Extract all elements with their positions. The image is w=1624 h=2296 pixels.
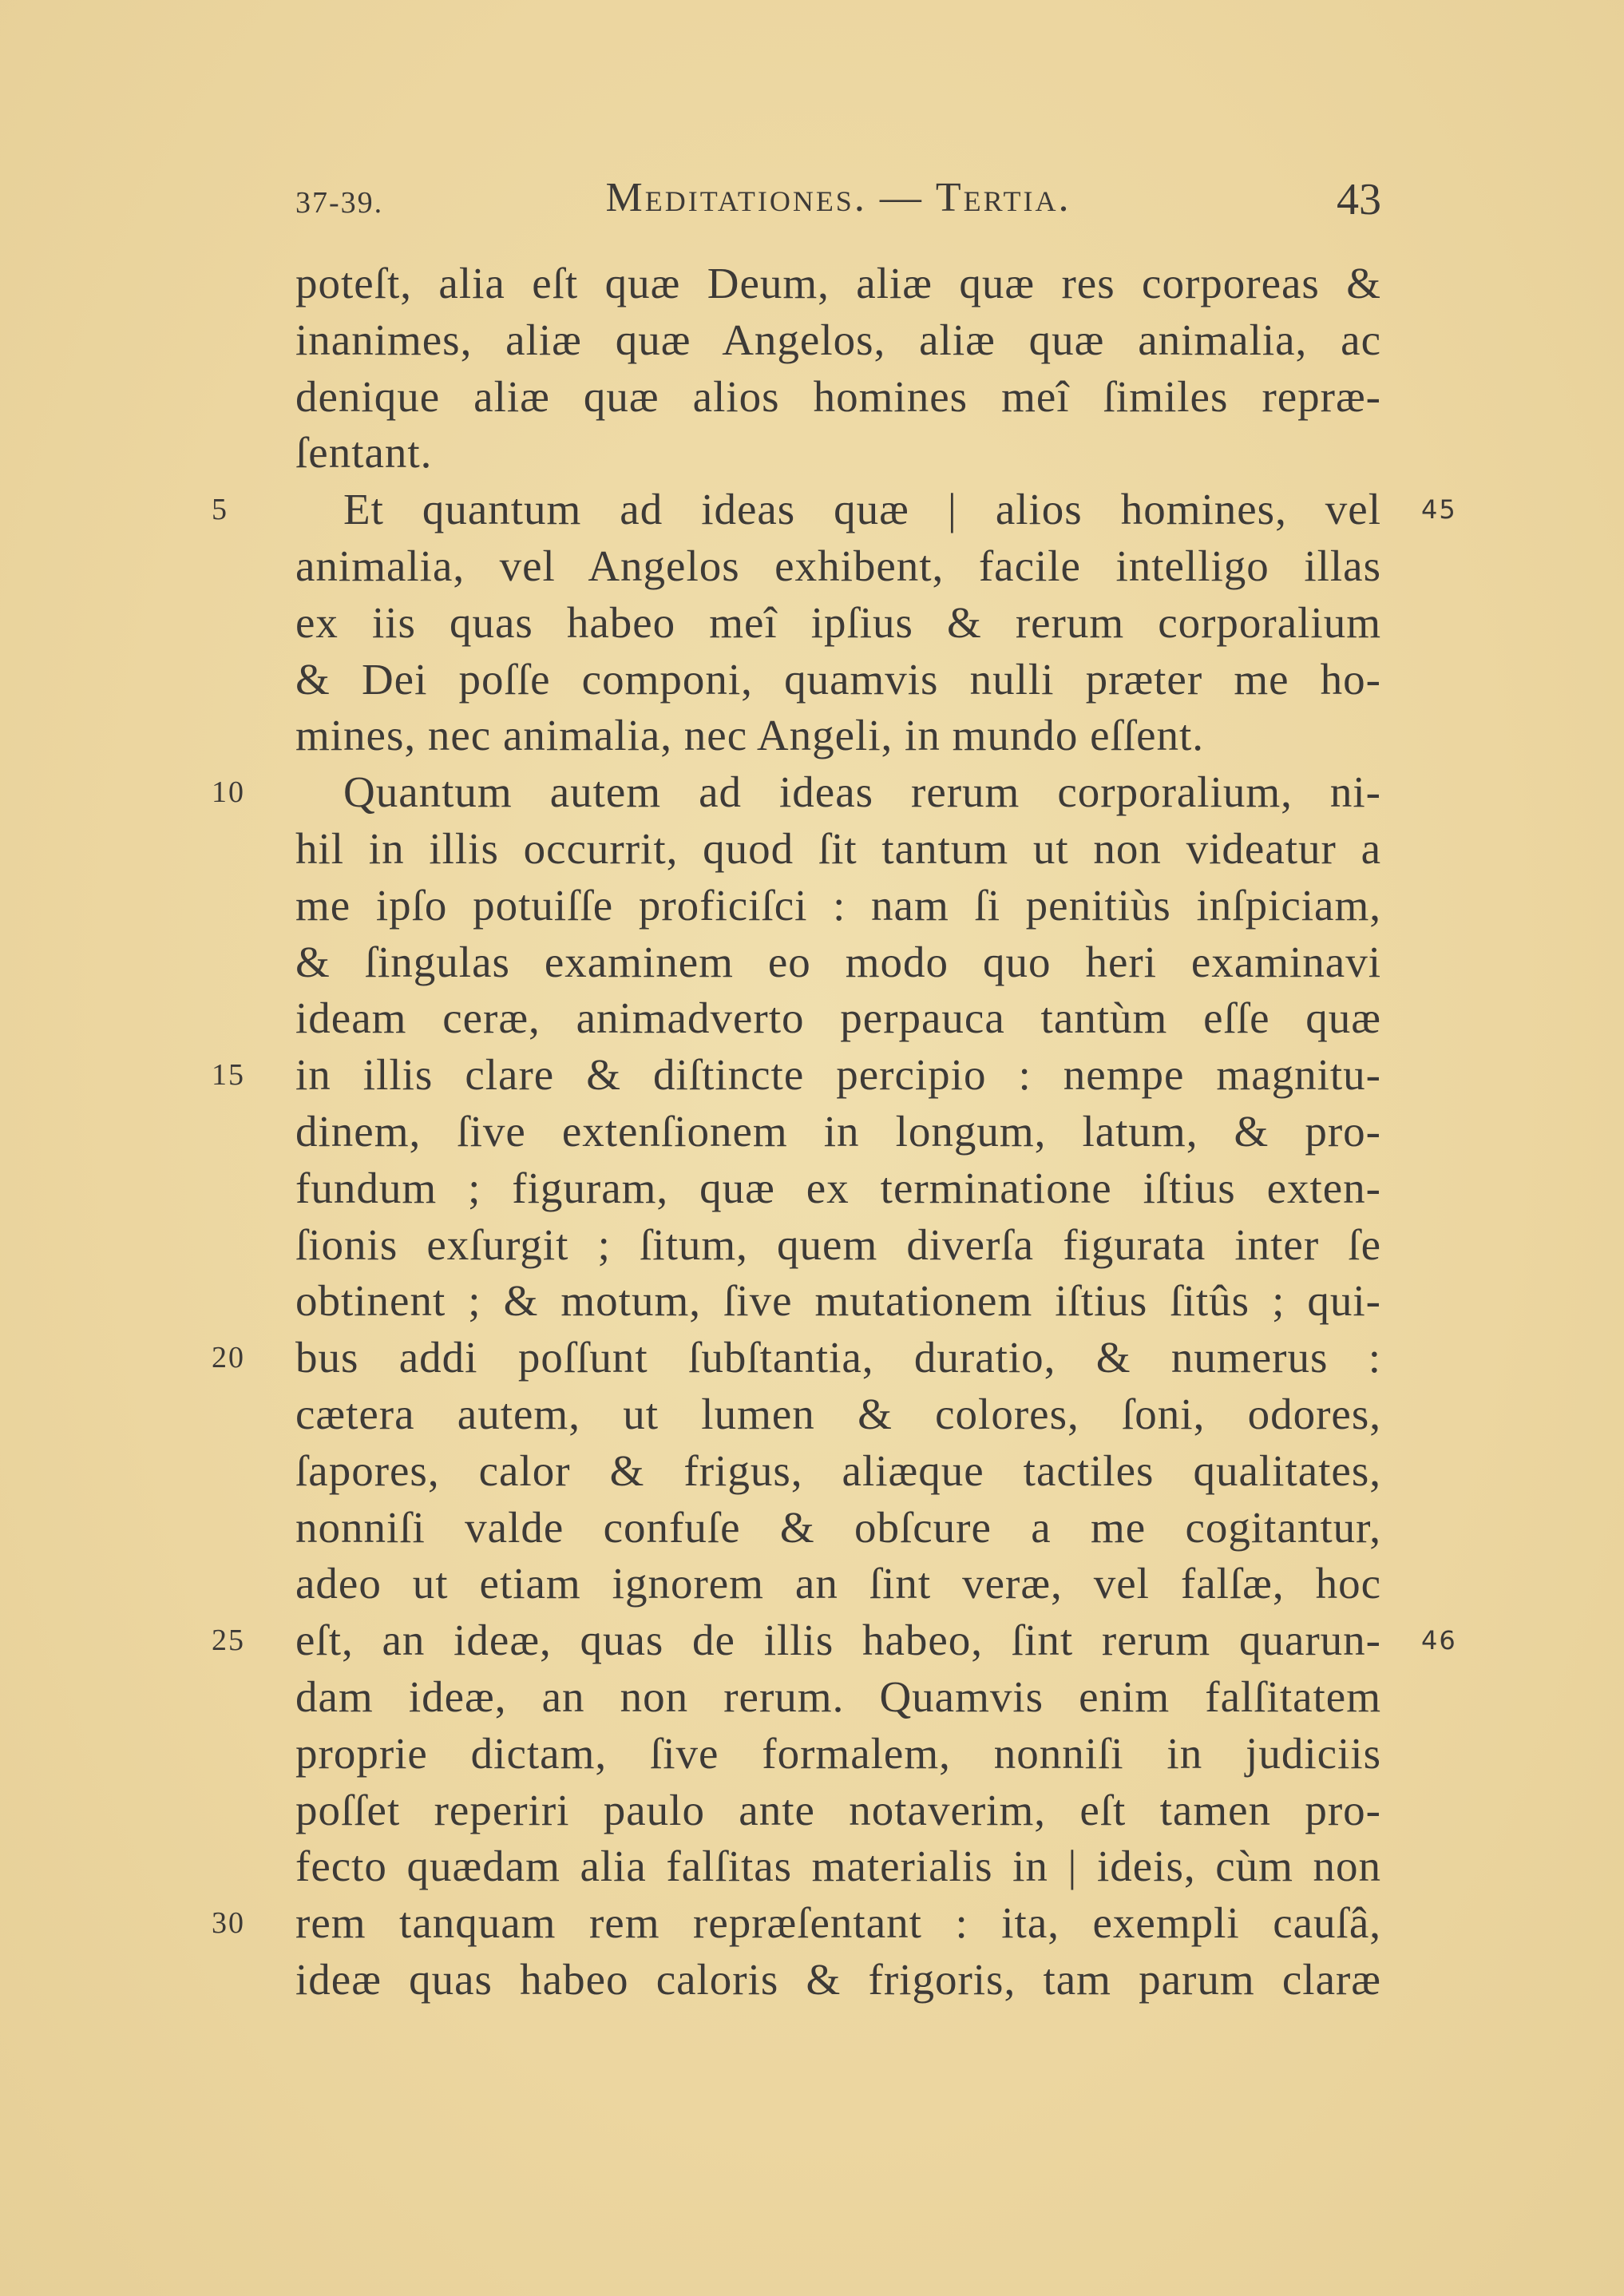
- line-number: 15: [212, 1058, 245, 1092]
- text-line: proprie dictam, ſive formalem, nonniſi in judiciis: [295, 1728, 1381, 1778]
- text-line: 5 Et quantum ad ideas quæ | alios homines, vel 45: [295, 482, 1381, 538]
- text-line: poſſet reperiri paulo ante notaverim, eſt tamen pro-: [295, 1785, 1381, 1834]
- line-number: 25: [212, 1624, 245, 1658]
- page-number: 43: [1337, 175, 1381, 224]
- body-text: [212, 256, 1457, 2009]
- edition-page-ref: 45: [1421, 494, 1457, 525]
- text-line: 15 in illis clare & diſtincte percipio : nempe magnitu-: [295, 1047, 1381, 1104]
- text-line: poteſt, alia eſt quæ Deum, aliæ quæ res corporeas &: [295, 259, 1381, 307]
- text-line: 30 rem tanquam rem repræſentant : ita, exempli cauſâ,: [295, 1895, 1381, 1952]
- text-line: ideam ceræ, animadverto perpauca tantùm eſſe quæ: [295, 993, 1381, 1043]
- text-line: adeo ut etiam ignorem an ſint veræ, vel falſæ, hoc: [295, 1559, 1381, 1608]
- text-line: dam ideæ, an non rerum. Quamvis enim falſitatem: [295, 1671, 1381, 1721]
- text-line: animalia, vel Angelos exhibent, facile intelligo illas: [295, 541, 1381, 590]
- text-line: fundum ; figuram, quæ ex terminatione iſtius exten-: [295, 1163, 1381, 1212]
- text-line: & Dei poſſe componi, quamvis nulli præter me ho-: [295, 654, 1381, 704]
- running-head: [295, 168, 1381, 232]
- text-line: 10 Quantum autem ad ideas rerum corporalium, ni-: [295, 764, 1381, 821]
- text-line: inanimes, aliæ quæ Angelos, aliæ quæ animalia, ac: [295, 315, 1381, 364]
- text-line: & ſingulas examinem eo modo quo heri examinavi: [295, 937, 1381, 986]
- running-title: Meditationes. — Tertia.: [605, 175, 1071, 220]
- text-line: 25 eſt, an ideæ, quas de illis habeo, ſint rerum quarun- 46: [295, 1612, 1381, 1669]
- text-line: 20 bus addi poſſunt ſubſtantia, duratio, & numerus :: [295, 1330, 1381, 1386]
- text-line: nonniſi valde confuſe & obſcure a me cogitantur,: [295, 1502, 1381, 1552]
- line-number: 10: [212, 775, 245, 810]
- line-number: 5: [212, 493, 228, 527]
- text-line: ſapores, calor & frigus, aliæque tactiles qualitates,: [295, 1445, 1381, 1495]
- line-number: 20: [212, 1341, 245, 1375]
- text-line: obtinent ; & motum, ſive mutationem iſtius ſitûs ; qui-: [295, 1276, 1381, 1326]
- text-line: ſionis exſurgit ; ſitum, quem diverſa figurata inter ſe: [295, 1219, 1381, 1269]
- text-line: denique aliæ quæ alios homines meî ſimiles repræ-: [295, 371, 1381, 421]
- text-line: fecto quædam alia falſitas materialis in | ideis, cùm non: [295, 1842, 1381, 1891]
- edition-page-ref: 46: [1421, 1625, 1457, 1656]
- text-line: ex iis quas habeo meî ipſius & rerum corporalium: [295, 597, 1381, 647]
- text-line: mines, nec animalia, nec Angeli, in mundo eſſent.: [295, 711, 1205, 760]
- text-line: ſentant.: [295, 428, 433, 478]
- text-line: hil in illis occurrit, quod ſit tantum ut non videatur a: [295, 823, 1381, 873]
- page-range: 37-39.: [295, 186, 384, 220]
- text-line: cætera autem, ut lumen & colores, ſoni, odores,: [295, 1389, 1381, 1438]
- text-line: me ipſo potuiſſe proficiſci : nam ſi penitiùs inſpiciam,: [295, 880, 1381, 930]
- text-line: dinem, ſive extenſionem in longum, latum, & pro-: [295, 1106, 1381, 1156]
- text-line: ideæ quas habeo caloris & frigoris, tam parum claræ: [295, 1954, 1381, 2004]
- line-number: 30: [212, 1906, 245, 1941]
